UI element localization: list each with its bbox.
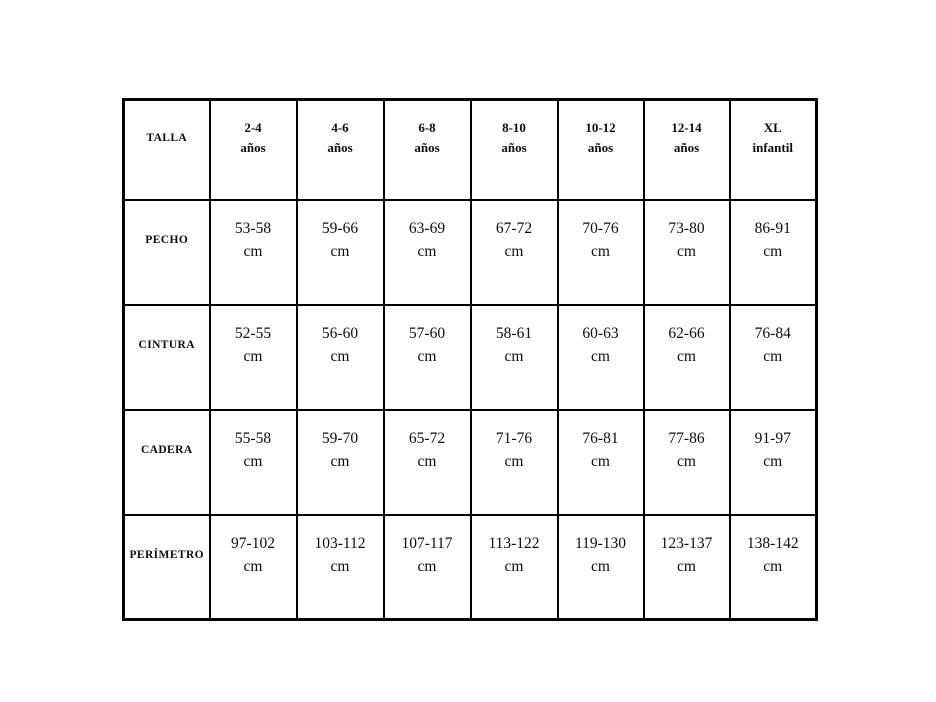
column-header — [297, 100, 384, 200]
column-header — [644, 100, 730, 200]
table-cell — [297, 515, 384, 620]
table-cell — [210, 305, 297, 410]
table-cell — [297, 200, 384, 305]
column-header — [471, 100, 558, 200]
table-cell — [471, 515, 558, 620]
cell-unit: cm — [763, 348, 783, 365]
cell-unit: cm — [417, 348, 437, 365]
column-header-age: 10-12 — [585, 119, 616, 135]
table-cell — [644, 200, 730, 305]
cell-value: 59-70 — [321, 430, 359, 447]
table-cell — [644, 410, 730, 515]
cell-value: 52-55 — [234, 325, 272, 342]
cell-unit: cm — [504, 453, 524, 470]
table-cell — [471, 410, 558, 515]
column-header-sub: años — [501, 139, 527, 155]
table-cell — [558, 515, 644, 620]
cell-value: 119-130 — [574, 534, 627, 552]
cell-value: 103-112 — [314, 534, 366, 552]
column-header-sub: infantil — [752, 139, 793, 155]
cell-unit: cm — [591, 243, 610, 260]
row-label: PERÍMETRO — [129, 548, 205, 561]
table-row-cintura — [124, 305, 817, 410]
table-cell — [558, 305, 644, 410]
cell-unit: cm — [330, 348, 350, 365]
table-row-cadera — [124, 410, 817, 515]
table-cell — [730, 305, 817, 410]
cell-unit: cm — [591, 557, 610, 575]
table-cell — [297, 305, 384, 410]
cell-unit: cm — [417, 243, 437, 260]
table-cell — [730, 200, 817, 305]
cell-value: 91-97 — [754, 430, 791, 447]
cell-value: 53-58 — [234, 220, 272, 237]
cell-value: 55-58 — [234, 430, 272, 447]
header-row — [124, 100, 817, 200]
cell-value: 76-81 — [582, 430, 619, 447]
column-header-age: XL — [763, 119, 782, 135]
cell-unit: cm — [763, 243, 783, 260]
cell-unit: cm — [677, 557, 696, 575]
column-header — [730, 100, 817, 200]
cell-value: 73-80 — [668, 220, 705, 237]
cell-value: 67-72 — [495, 220, 533, 237]
cell-unit: cm — [330, 557, 350, 575]
cell-unit: cm — [417, 453, 437, 470]
table-cell — [384, 410, 471, 515]
cell-value: 97-102 — [231, 534, 275, 552]
row-header-cell — [124, 200, 210, 305]
table-cell — [210, 410, 297, 515]
cell-unit: cm — [504, 557, 524, 575]
column-header — [558, 100, 644, 200]
cell-value: 76-84 — [754, 325, 791, 342]
column-header-age: 6-8 — [418, 119, 436, 135]
cell-unit: cm — [677, 243, 696, 260]
column-header — [210, 100, 297, 200]
cell-unit: cm — [763, 453, 783, 470]
cell-unit: cm — [591, 453, 610, 470]
cell-unit: cm — [417, 557, 437, 575]
cell-value: 56-60 — [321, 325, 359, 342]
table-cell — [558, 200, 644, 305]
cell-unit: cm — [504, 348, 524, 365]
row-header-cell — [124, 515, 210, 620]
table-cell — [384, 305, 471, 410]
column-header-age: 2-4 — [244, 119, 262, 135]
cell-unit: cm — [243, 557, 263, 575]
table-cell — [644, 515, 730, 620]
table-cell — [471, 200, 558, 305]
column-header-sub: años — [414, 139, 440, 155]
cell-value: 60-63 — [582, 325, 619, 342]
cell-unit: cm — [763, 557, 783, 575]
table-row-perimetro — [124, 515, 817, 620]
cell-value: 86-91 — [754, 220, 791, 237]
cell-unit: cm — [330, 453, 350, 470]
cell-unit: cm — [504, 243, 524, 260]
column-header-sub: años — [587, 139, 614, 155]
table-cell — [730, 410, 817, 515]
row-label: CINTURA — [138, 339, 195, 351]
cell-unit: cm — [243, 243, 263, 260]
row-label: CADERA — [140, 444, 193, 456]
column-header — [384, 100, 471, 200]
cell-value: 59-66 — [321, 220, 359, 237]
cell-unit: cm — [677, 453, 696, 470]
table-cell — [384, 515, 471, 620]
table-row-pecho — [124, 200, 817, 305]
column-header-age: 12-14 — [671, 119, 702, 135]
cell-unit: cm — [677, 348, 696, 365]
table-cell — [558, 410, 644, 515]
cell-value: 57-60 — [408, 325, 446, 342]
column-header-sub: años — [327, 139, 353, 155]
cell-value: 65-72 — [408, 430, 446, 447]
cell-unit: cm — [330, 243, 350, 260]
column-header-age: 8-10 — [502, 119, 526, 135]
corner-header-cell — [124, 100, 210, 200]
table-cell — [471, 305, 558, 410]
row-label: PECHO — [145, 234, 189, 246]
column-header-age: 4-6 — [331, 119, 349, 135]
cell-value: 70-76 — [582, 220, 619, 237]
table-cell — [730, 515, 817, 620]
row-header-cell — [124, 410, 210, 515]
size-chart-table — [122, 98, 818, 621]
cell-value: 58-61 — [495, 325, 533, 342]
cell-unit: cm — [243, 348, 263, 365]
cell-value: 113-122 — [488, 534, 540, 552]
cell-value: 107-117 — [401, 534, 453, 552]
corner-label: TALLA — [146, 131, 188, 144]
row-header-cell — [124, 305, 210, 410]
cell-unit: cm — [591, 348, 610, 365]
cell-value: 138-142 — [746, 534, 799, 552]
table-cell — [644, 305, 730, 410]
table-cell — [384, 200, 471, 305]
cell-unit: cm — [243, 453, 263, 470]
table-cell — [297, 410, 384, 515]
cell-value: 71-76 — [495, 430, 533, 447]
cell-value: 77-86 — [668, 430, 705, 447]
table-cell — [210, 515, 297, 620]
table-cell — [210, 200, 297, 305]
column-header-sub: años — [673, 139, 700, 155]
column-header-sub: años — [240, 139, 266, 155]
cell-value: 63-69 — [408, 220, 446, 237]
cell-value: 62-66 — [668, 325, 705, 342]
cell-value: 123-137 — [660, 534, 713, 552]
